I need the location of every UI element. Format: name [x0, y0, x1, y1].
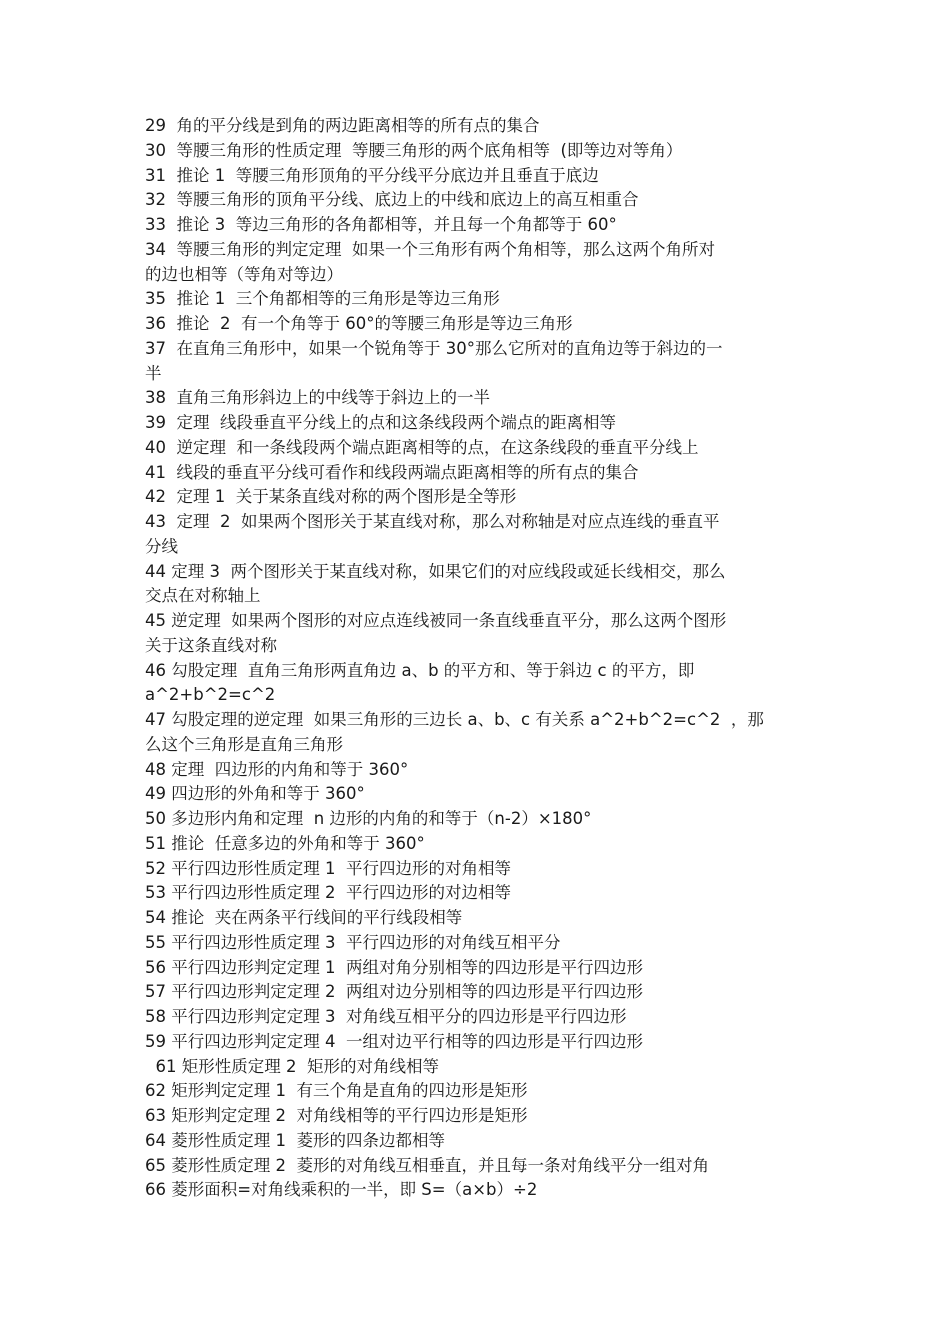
text-line: 么这个三角形是直角三角形	[145, 734, 343, 754]
text-line: 57 平行四边形判定定理 2 两组对边分别相等的四边形是平行四边形	[145, 982, 643, 1002]
text-line: 38 直角三角形斜边上的中线等于斜边上的一半	[145, 388, 490, 408]
text-line: a^2+b^2=c^2	[145, 685, 276, 705]
text-line: 51 推论 任意多边的外角和等于 360°	[145, 833, 425, 853]
text-line: 50 多边形内角和定理 n 边形的内角的和等于（n-2）×180°	[145, 809, 592, 828]
text-line: 37 在直角三角形中，如果一个锐角等于 30°那么它所对的直角边等于斜边的一	[145, 338, 723, 358]
text-line: 39 定理 线段垂直平分线上的点和这条线段两个端点的距离相等	[145, 413, 616, 432]
text-line: 41 线段的垂直平分线可看作和线段两端点距离相等的所有点的集合	[145, 462, 639, 482]
text-line: 55 平行四边形性质定理 3 平行四边形的对角线互相平分	[145, 932, 561, 952]
text-line: 47 勾股定理的逆定理 如果三角形的三边长 a、b、c 有关系 a^2+b^2=c^2 ，那	[145, 710, 764, 729]
text-line: 的边也相等（等角对等边）	[145, 264, 343, 284]
text-line: 34 等腰三角形的判定定理 如果一个三角形有两个角相等，那么这两个角所对	[145, 239, 715, 259]
text-line: 48 定理 四边形的内角和等于 360°	[145, 759, 409, 779]
text-line: 43 定理 2 如果两个图形关于某直线对称，那么对称轴是对应点连线的垂直平	[145, 512, 720, 531]
text-line: 半	[145, 363, 162, 383]
text-line: 53 平行四边形性质定理 2 平行四边形的对边相等	[145, 883, 511, 903]
text-line: 65 菱形性质定理 2 菱形的对角线互相垂直，并且每一条对角线平分一组对角	[145, 1155, 709, 1175]
text-line: 45 逆定理 如果两个图形的对应点连线被同一条直线垂直平分，那么这两个图形	[145, 611, 727, 630]
text-line: 33 推论 3 等边三角形的各角都相等，并且每一个角都等于 60°	[145, 215, 617, 234]
text-line: 56 平行四边形判定定理 1 两组对角分别相等的四边形是平行四边形	[145, 957, 643, 977]
text-line: 40 逆定理 和一条线段两个端点距离相等的点，在这条线段的垂直平分线上	[145, 437, 699, 457]
text-line: 61 矩形性质定理 2 矩形的对角线相等	[145, 1056, 439, 1076]
text-line: 44 定理 3 两个图形关于某直线对称，如果它们的对应线段或延长线相交，那么	[145, 561, 726, 581]
text-line: 30 等腰三角形的性质定理 等腰三角形的两个底角相等 (即等边对等角）	[145, 140, 683, 160]
text-line: 49 四边形的外角和等于 360°	[145, 784, 365, 804]
text-line: 36 推论 2 有一个角等于 60°的等腰三角形是等边三角形	[145, 314, 573, 333]
text-line: 59 平行四边形判定定理 4 一组对边平行相等的四边形是平行四边形	[145, 1031, 643, 1051]
text-line: 62 矩形判定定理 1 有三个角是直角的四边形是矩形	[145, 1081, 528, 1101]
text-line: 分线	[145, 536, 178, 556]
text-line: 交点在对称轴上	[145, 586, 261, 606]
text-line: 35 推论 1 三个角都相等的三角形是等边三角形	[145, 289, 500, 309]
text-line: 54 推论 夹在两条平行线间的平行线段相等	[145, 908, 463, 927]
document-body	[145, 114, 810, 1203]
text-line: 64 菱形性质定理 1 菱形的四条边都相等	[145, 1130, 445, 1150]
text-line: 63 矩形判定定理 2 对角线相等的平行四边形是矩形	[145, 1106, 528, 1125]
text-line: 42 定理 1 关于某条直线对称的两个图形是全等形	[145, 487, 517, 507]
text-line: 66 菱形面积=对角线乘积的一半，即 S=（a×b）÷2	[145, 1180, 538, 1200]
text-line: 31 推论 1 等腰三角形顶角的平分线平分底边并且垂直于底边	[145, 165, 599, 185]
text-line: 58 平行四边形判定定理 3 对角线互相平分的四边形是平行四边形	[145, 1007, 627, 1026]
text-line: 32 等腰三角形的顶角平分线、底边上的中线和底边上的高互相重合	[145, 190, 639, 210]
text-line: 29 角的平分线是到角的两边距离相等的所有点的集合	[145, 116, 540, 135]
text-line: 52 平行四边形性质定理 1 平行四边形的对角相等	[145, 858, 511, 878]
text-line: 46 勾股定理 直角三角形两直角边 a、b 的平方和、等于斜边 c 的平方，即	[145, 660, 695, 680]
text-line: 关于这条直线对称	[145, 635, 277, 655]
